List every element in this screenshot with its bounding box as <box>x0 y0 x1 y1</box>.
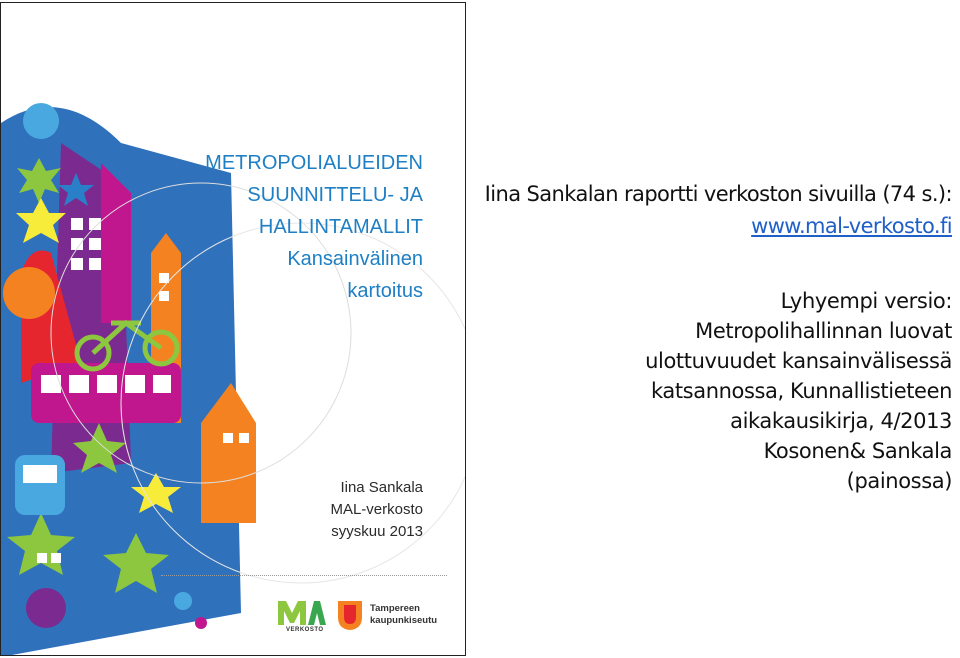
mal-verkosto-link[interactable]: www.mal-verkosto.fi <box>751 214 952 238</box>
cover-date: syyskuu 2013 <box>331 523 423 540</box>
cover-title-line: METROPOLIALUEIDEN <box>205 152 423 174</box>
citation-line: (painossa) <box>846 469 952 493</box>
cover-title-line: HALLINTAMALLIT <box>258 216 423 238</box>
bus-window <box>97 375 117 393</box>
cover-title-line: Kansainvälinen <box>287 248 423 270</box>
logo-area <box>276 597 446 637</box>
bus-window <box>153 375 171 393</box>
citation-line: Metropolihallinnan luovat <box>695 319 952 343</box>
citation-line: katsannossa, Kunnallistieteen <box>650 379 952 403</box>
cover-title-line: kartoitus <box>347 280 423 302</box>
footer-divider <box>161 575 447 576</box>
info-text <box>472 178 952 496</box>
purple-ball <box>26 588 66 628</box>
cover-title <box>143 147 423 307</box>
cover-author-network: MAL-verkosto <box>330 501 423 518</box>
cover-author-block <box>263 477 423 543</box>
small-blue-ball <box>174 592 192 610</box>
building-window <box>223 433 233 443</box>
citation-line: Kosonen& Sankala <box>763 439 952 463</box>
mal-logo-text: VERKOSTO <box>286 627 324 633</box>
small-magenta-ball <box>195 617 207 629</box>
citation-line: Lyhyempi versio: <box>780 289 952 313</box>
building-window <box>239 433 249 443</box>
cover-author-name: Iina Sankala <box>340 479 423 496</box>
tampere-logo-text <box>370 603 437 627</box>
report-reference-text: Iina Sankalan raportti verkoston sivuilla (74 s.): <box>484 182 952 206</box>
building-window <box>71 218 83 230</box>
bus-window <box>69 375 89 393</box>
report-reference <box>472 178 952 242</box>
tampere-logo-icon <box>336 599 364 631</box>
cover-illustration <box>1 3 466 656</box>
building-window <box>89 218 101 230</box>
cover-title-line: SUUNNITTELU- JA <box>247 184 423 206</box>
building-window <box>89 238 101 250</box>
report-cover <box>0 2 466 656</box>
tampere-logo-line: kaupunkiseutu <box>370 615 438 626</box>
train <box>15 455 65 515</box>
bus-window <box>125 375 145 393</box>
tampere-logo-line: Tampereen <box>370 603 420 614</box>
building-window <box>37 553 47 563</box>
orange-ball <box>3 267 55 319</box>
short-version-citation <box>472 286 952 496</box>
building-window <box>89 258 101 270</box>
building-window <box>51 553 61 563</box>
building-window <box>71 258 83 270</box>
blue-bubble <box>23 103 59 139</box>
citation-line: ulottuvuudet kansainvälisessä <box>645 349 952 373</box>
train-window <box>23 465 57 483</box>
citation-line: aikakausikirja, 4/2013 <box>730 409 952 433</box>
